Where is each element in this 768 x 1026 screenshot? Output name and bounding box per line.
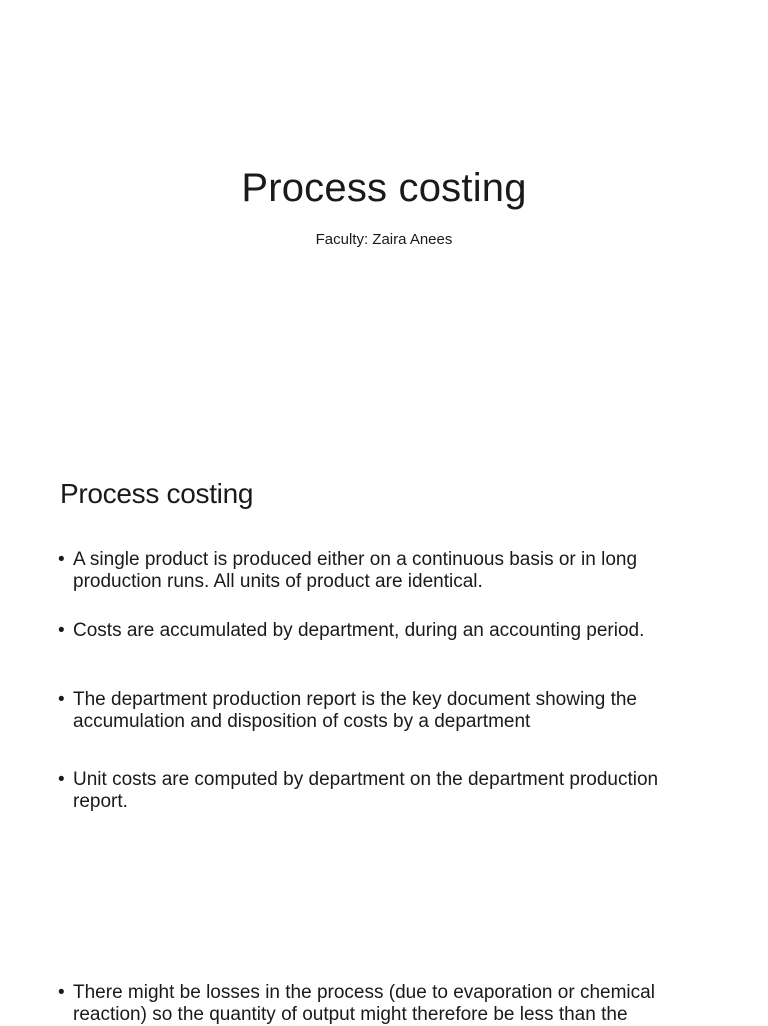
list-item — [58, 769, 718, 813]
content-slide — [0, 430, 768, 1024]
list-item — [58, 982, 718, 1026]
bullet-marker: • — [58, 549, 65, 570]
slide-title: Process costing — [241, 166, 527, 210]
list-item — [58, 620, 718, 642]
bullet-marker: • — [58, 769, 65, 790]
title-slide — [0, 0, 768, 430]
list-item — [58, 549, 718, 593]
bullet-marker: • — [58, 689, 65, 710]
slide-heading: Process costing — [60, 478, 254, 509]
bullet-marker: • — [58, 620, 65, 641]
bullet-text: Costs are accumulated by department, during an accounting period. — [73, 620, 645, 641]
bullet-text: The department production report is the key document showing the accumulation and disposition of costs by a department — [73, 689, 637, 732]
faculty-subtitle: Faculty: Zaira Anees — [315, 231, 453, 248]
bullet-marker: • — [58, 982, 65, 1003]
bullet-text: There might be losses in the process (due to evaporation or chemical reaction) so the quantity of output might therefore be less than the — [73, 982, 655, 1025]
list-item — [58, 689, 718, 733]
bullet-text: Unit costs are computed by department on the department production report. — [73, 769, 659, 812]
bullet-text: A single product is produced either on a continuous basis or in long production runs. All units of product are identical. — [73, 549, 638, 592]
